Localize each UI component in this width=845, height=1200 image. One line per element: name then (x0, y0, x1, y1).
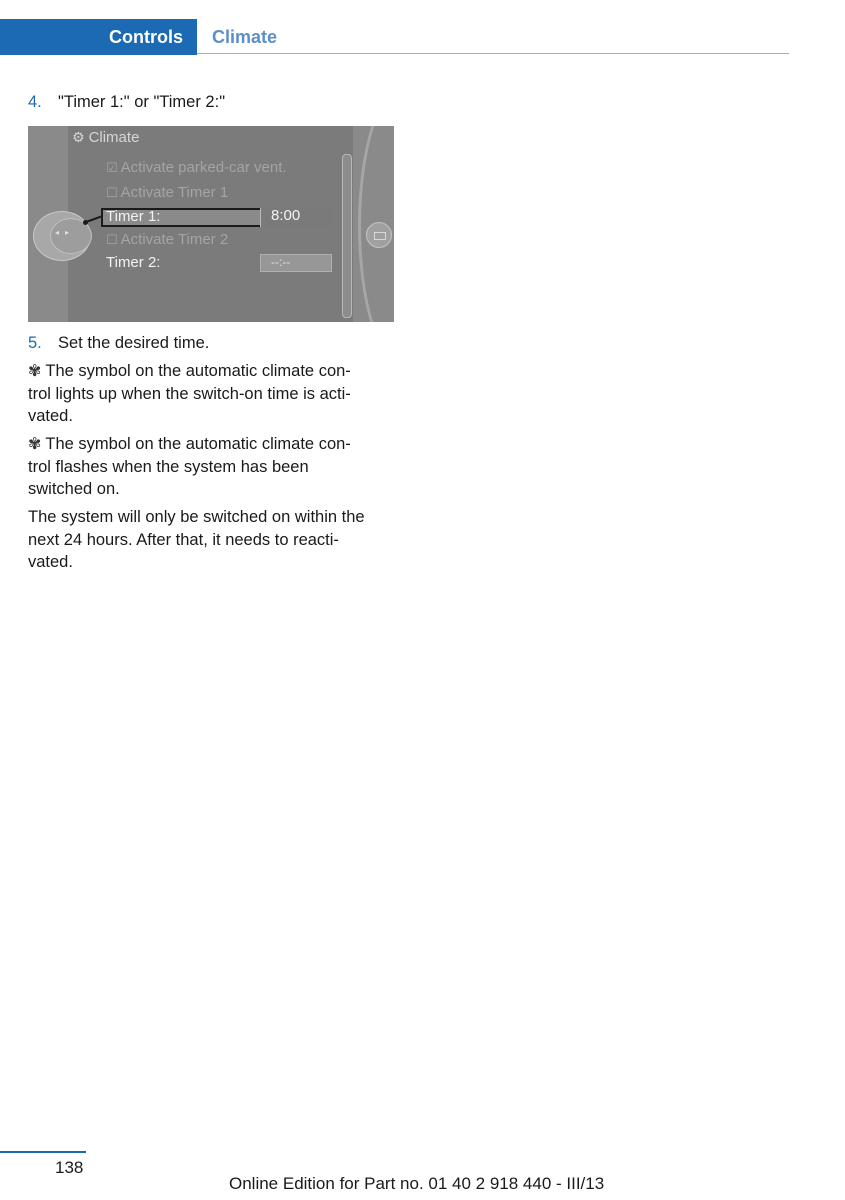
paragraph-line: trol lights up when the switch-on time is acti- (28, 384, 351, 403)
idrive-screen-figure (28, 126, 394, 322)
paragraph-line: vated. (28, 553, 73, 571)
menu-item-activate-timer-1 (106, 184, 228, 201)
menu-item-parked-car-vent (106, 159, 287, 176)
step-4 (28, 91, 225, 113)
menu-item-label: Activate Timer 2 (120, 231, 229, 248)
step-5 (28, 332, 209, 354)
knob-arrows-icon: ◂▸ (55, 228, 76, 237)
menu-item-timer-2 (106, 254, 160, 271)
paragraph-line: trol flashes when the system has been (28, 457, 309, 476)
paragraph-line (28, 433, 398, 456)
step-text: Set the desired time. (58, 334, 210, 352)
scrollbar (342, 154, 352, 318)
paragraph-line: next 24 hours. After that, it needs to reacti- (28, 530, 339, 549)
paragraph-24-hours (28, 506, 398, 574)
edition-note: Online Edition for Part no. 01 40 2 918 440 - III/13 (229, 1174, 605, 1193)
screen-title (72, 129, 139, 146)
timer-1-value: 8:00 (260, 208, 332, 227)
menu-item-timer-1 (106, 208, 160, 225)
page-number: 138 (55, 1158, 84, 1177)
paragraph-line: vated. (28, 407, 73, 425)
fan-icon: ✾ (28, 434, 42, 453)
paragraph-symbol-flashes (28, 433, 398, 501)
paragraph-text: The symbol on the automatic climate con- (45, 362, 351, 380)
menu-item-label: Activate Timer 1 (120, 184, 229, 201)
paragraph-line (28, 360, 398, 383)
menu-item-activate-timer-2 (106, 231, 228, 248)
checkbox-icon: ☐ (106, 186, 118, 201)
checkbox-checked-icon: ☑ (106, 161, 118, 176)
footer-divider (0, 1151, 86, 1153)
menu-item-label: Activate parked-car vent. (120, 159, 287, 176)
screen-title-text: Climate (88, 129, 140, 146)
step-number: 5. (28, 334, 42, 352)
paragraph-text: The symbol on the automatic climate con- (45, 435, 351, 453)
paragraph-line: switched on. (28, 480, 120, 498)
timer-2-value: --:-- (260, 254, 332, 272)
checkbox-icon: ☐ (106, 233, 118, 248)
pointer-dot (83, 220, 88, 225)
step-text: "Timer 1:" or "Timer 2:" (58, 93, 226, 111)
step-number: 4. (28, 93, 42, 111)
gear-icon: ⚙ (72, 130, 85, 146)
display-button-icon (366, 222, 392, 248)
section-tab-controls: Controls (0, 19, 197, 55)
fan-icon: ✾ (28, 361, 42, 380)
paragraph-line: The system will only be switched on within the (28, 508, 365, 526)
menu-item-label: Timer 1: (106, 208, 161, 225)
menu-item-label: Timer 2: (106, 254, 161, 271)
section-tab-climate: Climate (212, 26, 278, 47)
header-divider (197, 53, 789, 54)
paragraph-symbol-lights-up (28, 360, 398, 428)
